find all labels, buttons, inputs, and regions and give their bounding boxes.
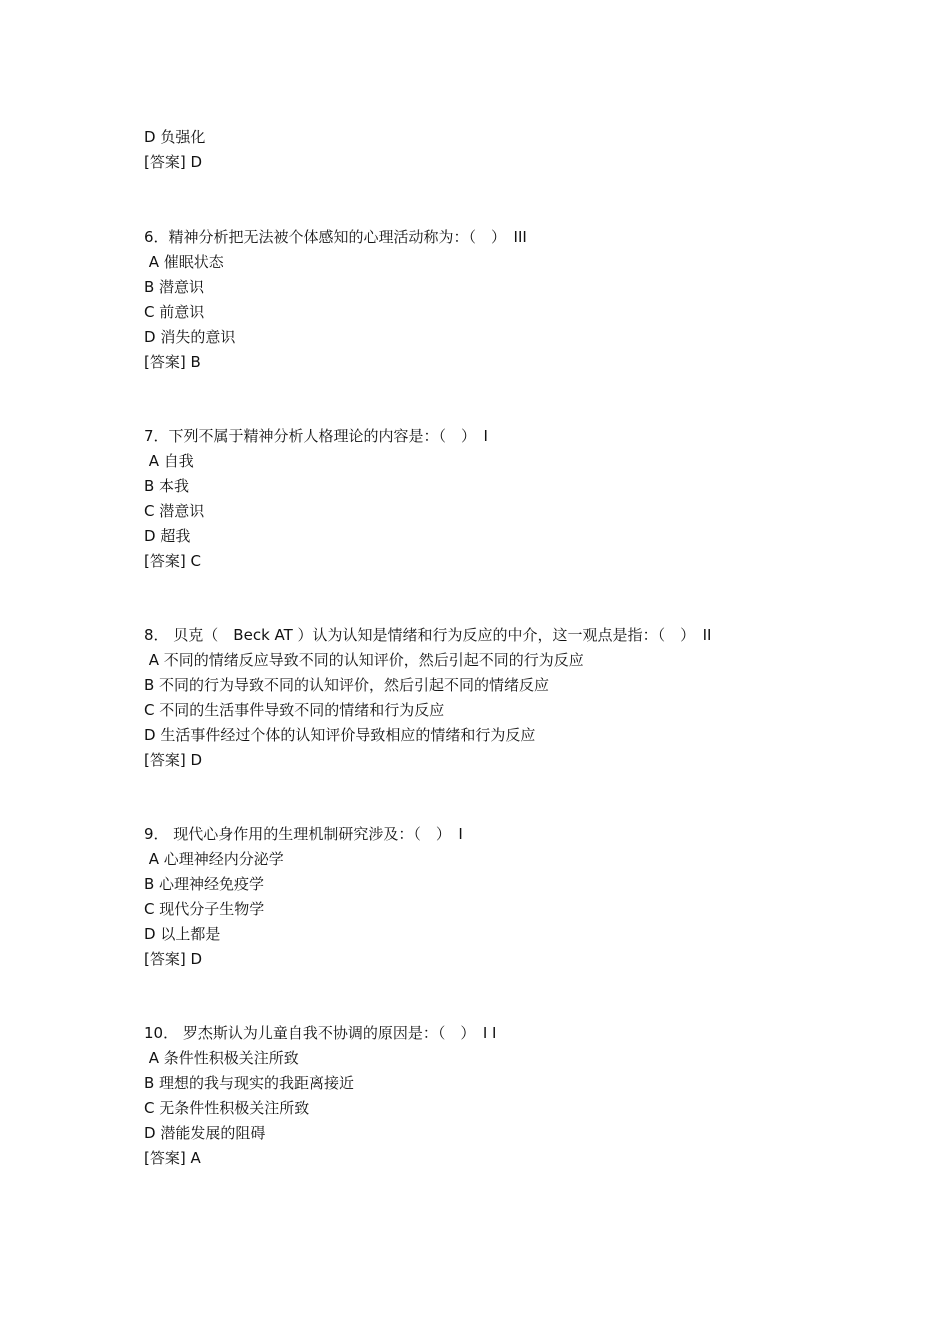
question-10-option-a: A 条件性积极关注所致 — [144, 1049, 299, 1067]
question-6-option-c: C 前意识 — [144, 303, 205, 321]
question-9-option-c: C 现代分子生物学 — [144, 900, 265, 918]
question-7-option-a: A 自我 — [144, 452, 194, 470]
question-10-stem: 10． 罗杰斯认为儿童自我不协调的原因是：（ ） I I — [144, 1024, 497, 1042]
question-10-option-b: B 理想的我与现实的我距离接近 — [144, 1074, 355, 1092]
question-6-answer: [答案] B — [144, 353, 201, 371]
question-6-stem: 6．精神分析把无法被个体感知的心理活动称为：（ ） III — [144, 228, 527, 246]
question-9-stem: 9． 现代心身作用的生理机制研究涉及：（ ） I — [144, 825, 463, 843]
question-8-option-a: A 不同的情绪反应导致不同的认知评价，然后引起不同的行为反应 — [144, 651, 584, 669]
question-8-answer: [答案] D — [144, 751, 203, 769]
question-10-option-d: D 潜能发展的阻碍 — [144, 1124, 266, 1142]
question-7-option-d: D 超我 — [144, 527, 191, 545]
question-8-option-c: C 不同的生活事件导致不同的情绪和行为反应 — [144, 701, 445, 719]
question-10-option-c: C 无条件性积极关注所致 — [144, 1099, 310, 1117]
question-9-option-b: B 心理神经免疫学 — [144, 875, 265, 893]
question-6-option-d: D 消失的意识 — [144, 328, 236, 346]
question-7-stem: 7．下列不属于精神分析人格理论的内容是：（ ） I — [144, 427, 488, 445]
question-8-option-d: D 生活事件经过个体的认知评价导致相应的情绪和行为反应 — [144, 726, 536, 744]
question-8-stem: 8． 贝克（ Beck AT ）认为认知是情绪和行为反应的中介，这一观点是指：（ ） II — [144, 626, 712, 644]
question-9-option-d: D 以上都是 — [144, 925, 221, 943]
question-9-option-a: A 心理神经内分泌学 — [144, 850, 284, 868]
question-7-option-c: C 潜意识 — [144, 502, 205, 520]
prev-option-d: D 负强化 — [144, 128, 206, 146]
question-7-answer: [答案] C — [144, 552, 201, 570]
prev-answer: [答案] D — [144, 153, 203, 171]
question-6-option-a: A 催眠状态 — [144, 253, 224, 271]
question-6-option-b: B 潜意识 — [144, 278, 205, 296]
question-9-answer: [答案] D — [144, 950, 203, 968]
question-10-answer: [答案] A — [144, 1149, 201, 1167]
question-7-option-b: B 本我 — [144, 477, 190, 495]
question-8-option-b: B 不同的行为导致不同的认知评价，然后引起不同的情绪反应 — [144, 676, 550, 694]
